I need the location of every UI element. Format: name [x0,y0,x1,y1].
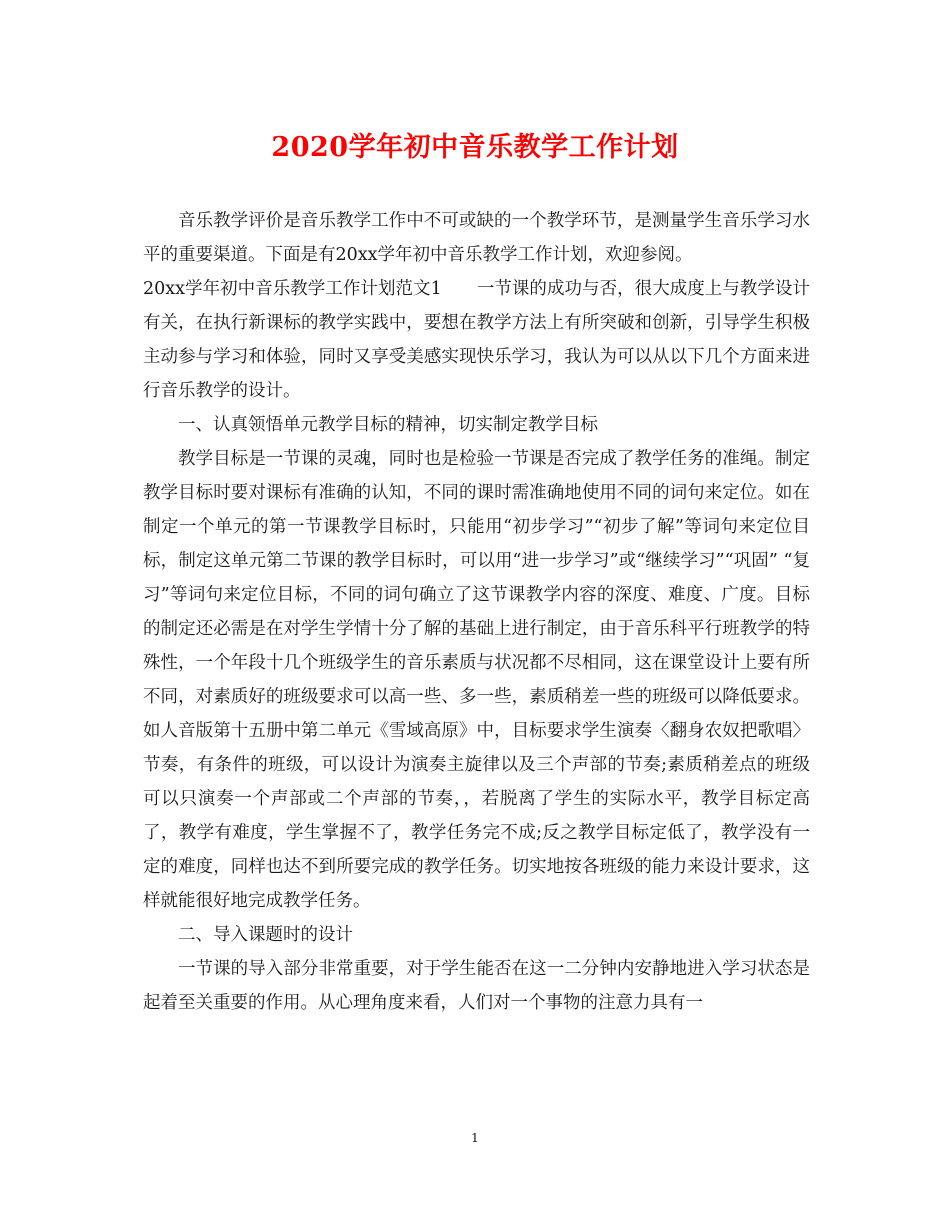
section-one-paragraph: 教学目标是一节课的灵魂，同时也是检验一节课是否完成了教学任务的准绳。制定教学目标时要对课标有准确的认知，不同的课时需准确地使用不同的词句来定位。如在制定一个单元的第一节课教学目标时，只能用“初步学习”“初步了解”等词句来定位目标，制定这单元第二节课的教学目标时，可以用“进一步学习”或“继续学习”“巩固” “复习”等词句来定位目标，不同的词句确立了这节课教学内容的深度、难度、广度。目标的制定还必需是在对学生学情十分了解的基础上进行制定，由于音乐科平行班教学的特殊性，一个年段十几个班级学生的音乐素质与状况都不尽相同，这在课堂设计上要有所不同，对素质好的班级要求可以高一些、多一些，素质稍差一些的班级可以降低要求。如人音版第十五册中第二单元《雪域高原》中，目标要求学生演奏〈翻身农奴把歌唱〉节奏，有条件的班级，可以设计为演奏主旋律以及三个声部的节奏;素质稍差点的班级可以只演奏一个声部或二个声部的节奏，，若脱离了学生的实际水平，教学目标定高了，教学有难度，学生掌握不了，教学任务完不成;反之教学目标定低了，教学没有一定的难度，同样也达不到所要完成的教学任务。切实地按各班级的能力来设计要求，这样就能很好地完成教学任务。 [143,449,810,911]
document-body [143,204,810,1020]
sample-paragraph: 20xx学年初中音乐教学工作计划范文1 一节课的成功与否，很大成度上与教学设计有关，在执行新课标的教学实践中，要想在教学方法上有所突破和创新，引导学生积极主动参与学习和体验，同时又享受美感实现快乐学习，我认为可以从以下几个方面来进行音乐教学的设计。 [143,279,810,401]
section-heading-one: 一、认真领悟单元教学目标的精神，切实制定教学目标 [178,415,598,435]
document-title: 2020学年初中音乐教学工作计划 [271,132,679,163]
section-two-paragraph: 一节课的导入部分非常重要，对于学生能否在这一二分钟内安静地进入学习状态是起着至关重要的作用。从心理角度来看，人们对一个事物的注意力具有一 [143,959,810,1013]
section-heading-two: 二、导入课题时的设计 [178,925,353,945]
page-number: 1 [471,1131,479,1145]
intro-paragraph: 音乐教学评价是音乐教学工作中不可或缺的一个教学环节，是测量学生音乐学习水平的重要渠道。下面是有20xx学年初中音乐教学工作计划，欢迎参阅。 [143,211,810,265]
